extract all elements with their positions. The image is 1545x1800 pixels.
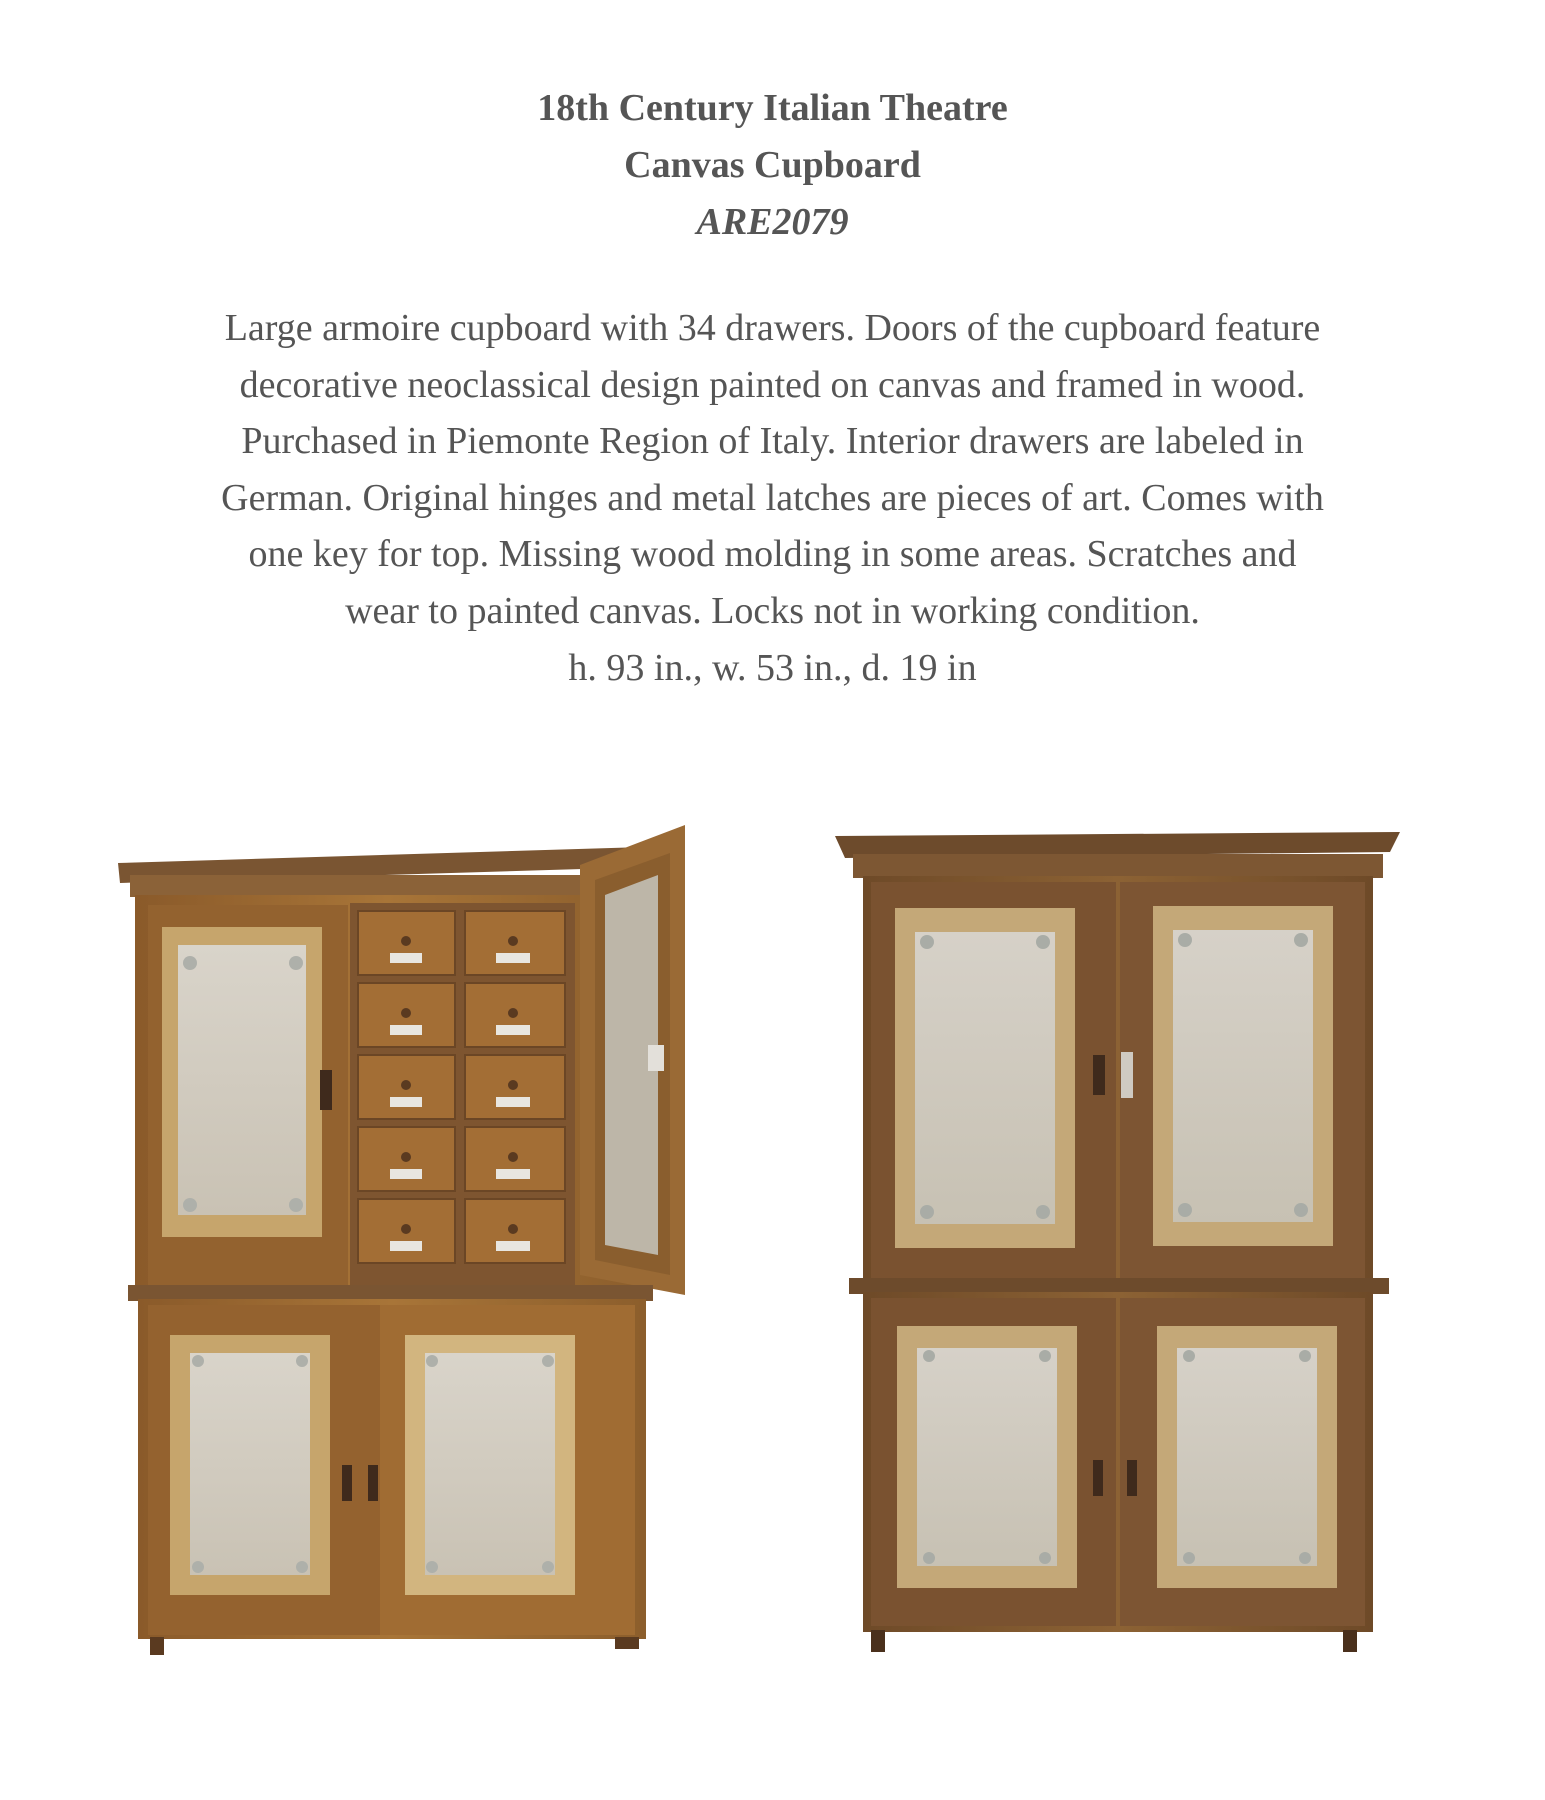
cupboard-closed-photo bbox=[835, 820, 1415, 1710]
product-code: ARE2079 bbox=[696, 201, 849, 243]
product-title-block bbox=[0, 80, 1545, 251]
product-title-line-2: Canvas Cupboard bbox=[624, 144, 921, 186]
product-description: Large armoire cupboard with 34 drawers. Doors of the cupboard feature decorative neoclassical design painted on canvas and framed in wood. Purchased in Piemonte Region of Italy. Interior drawers are labeled in German. Original hinges and metal latches are pieces of art. Comes with one key for top. Missing wood molding in some areas. Scratches and wear to painted canvas. Locks not in working condition. bbox=[221, 307, 1324, 632]
cupboard-open-photo bbox=[110, 805, 770, 1695]
product-title-line-1: 18th Century Italian Theatre bbox=[537, 87, 1008, 129]
product-dimensions: h. 93 in., w. 53 in., d. 19 in bbox=[568, 647, 977, 689]
